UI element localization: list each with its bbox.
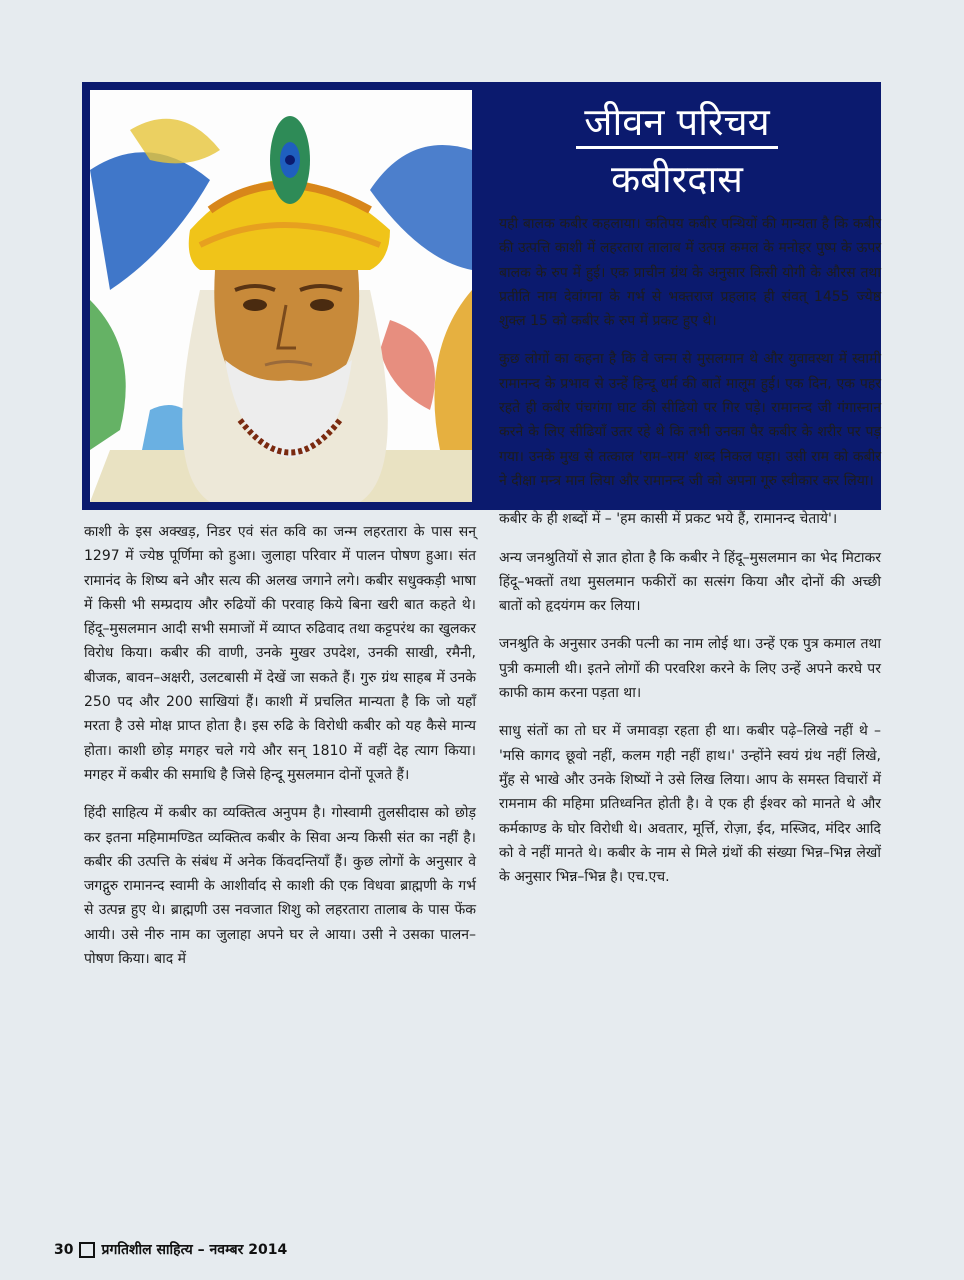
title-line2: कबीरदास <box>611 157 743 201</box>
paragraph: काशी के इस अक्खड़, निडर एवं संत कवि का जन्म लहरतारा के पास सन् 1297 में ज्येष्ठ पूर्णिमा को हुआ। जुलाहा परिवार में पालन पोषण हुआ। संत रामानंद के शिष्य बने और सत्य की अलख जगाने लगे। कबीर सधुक्कड़ी भाषा में किसी भी सम्प्रदाय और रुढियों की परवाह किये बिना खरी बात कहते थे। हिंदू–मुसलमान आदी सभी समाजों में व्याप्त रुढिवाद तथा कट्टपरंथ का खुलकर विरोध किया। कबीर की वाणी, उनके मुखर उपदेश, उनकी साखी, रमैनी, बीजक, बावन–अक्षरी, उलटबासी में देखें जा सकते हैं। गुरु ग्रंथ साहब में उनके 250 पद और 200 साखियां हैं। काशी में प्रचलित मान्यता है कि जो यहाँ मरता है उसे मोक्ष प्राप्त होता है। इस रुढि के विरोधी कबीर को यह कैसे मान्य होता। काशी छोड़ मगहर चले गये और सन् 1810 में वहीं देह त्याग किया। मगहर में कबीर की समाधि है जिसे हिन्दू मुसलमान दोनों पूजते हैं। <box>84 524 476 783</box>
square-icon <box>79 1242 95 1258</box>
paragraph: अन्य जनश्रुतियों से ज्ञात होता है कि कबीर ने हिंदू–मुसलमान का भेद मिटाकर हिंदू–भक्तों तथा मुसलमान फकीरों का सत्संग किया और दोनों की अच्छी बातों को हृदयंगम कर लिया। <box>499 549 881 615</box>
page-number: 30 <box>54 1241 74 1258</box>
paragraph: जनश्रुति के अनुसार उनकी पत्नी का नाम लोई था। उन्हें एक पुत्र कमाल तथा पुत्री कमाली थी। इतने लोगों की परवरिश करने के लिए उन्हें अपने करघे पर काफी काम करना पड़ता था। <box>499 636 881 702</box>
publication-name: प्रगतिशील साहित्य – नवम्बर 2014 <box>101 1242 288 1258</box>
paragraph: कुछ लोगों का कहना है कि वे जन्म से मुसलमान थे और युवावस्था में स्वामी रामानन्द के प्रभाव से उन्हें हिन्दू धर्म की बातें मालूम हुई। एक दिन, एक पहर रहते ही कबीर पंचगंगा घाट की सीढियो पर गिर पड़े। रामानन्द जी गंगास्नान करने के लिए सीढियाँ उतर रहे थे कि तभी उनका पैर कबीर के शरीर पर पड़ गया। उनके मुख से तत्काल 'राम–राम' शब्द निकल पड़ा। उसी राम को कबीर ने दीक्षा मन्त्र मान लिया और रामानन्द जी को अपना गूरु स्वीकार कर लिया। <box>499 351 881 489</box>
kabir-portrait <box>90 90 472 502</box>
paragraph: हिंदी साहित्य में कबीर का व्यक्तित्व अनुपम है। गोस्वामी तुलसीदास को छोड़ कर इतना महिमामण्डित व्यक्तित्व कबीर के सिवा अन्य किसी संत का नहीं है। कबीर की उत्पत्ति के संबंध में अनेक किंवदन्तियाँ हैं। कुछ लोगों के अनुसार वे जगद्गुरु रामानन्द स्वामी के आशीर्वाद से काशी की एक विधवा ब्राह्मणी के गर्भ से उत्पन्न हुए थे। ब्राह्मणी उस नवजात शिशु को लहरतारा तालाब के पास फेंक आयी। उसे नीरु नाम का जुलाहा अपने घर ले आया। उसी ने उसका पालन–पोषण किया। बाद में <box>84 805 476 968</box>
paragraph: यही बालक कबीर कहलाया। कतिपय कबीर पन्थियों की मान्यता है कि कबीर की उत्पत्ति काशी में लहरतारा तालाब में उत्पन्न कमल के मनोहर पुष्प के ऊपर बालक के रुप में हुई। एक प्राचीन ग्रंथ के अनुसार किसी योगी के औरस तथा प्रतीति नाम देवांगना के गर्भ से भक्तराज प्रहलाद ही संवत् 1455 ज्येष्ठ शुक्ल 15 को कबीर के रुप में प्रकट हुए थे। <box>499 216 881 330</box>
portrait-illustration <box>90 90 472 502</box>
paragraph: साधु संतों का तो घर में जमावड़ा रहता ही था। कबीर पढ़े–लिखे नहीं थे – 'मसि कागद छूवो नहीं, कलम गही नहीं हाथ।' उन्होंने स्वयं ग्रंथ नहीं लिखे, मुँह से भाखे और उनके शिष्यों ने उसे लिख लिया। आप के समस्त विचारों में रामनाम की महिमा प्रतिध्वनित होती है। वे एक ही ईश्वर को मानते थे और कर्मकाण्ड के घोर विरोधी थे। अवतार, मूर्त्ति, रोज़ा, ईद, मस्जिद, मंदिर आदि को वे नहीं मानते थे। कबीर के नाम से मिले ग्रंथों की संख्या भिन्न–भिन्न लेखों के अनुसार भिन्न–भिन्न है। एच.एच. <box>499 723 881 886</box>
page-footer <box>54 1240 287 1259</box>
left-column <box>84 520 476 985</box>
right-column <box>499 212 881 903</box>
title-block <box>482 90 872 208</box>
title-line1: जीवन परिचय <box>576 98 777 149</box>
paragraph: कबीर के ही शब्दों में – 'हम कासी में प्रकट भये हैं, रामानन्द चेताये'। <box>499 511 838 528</box>
